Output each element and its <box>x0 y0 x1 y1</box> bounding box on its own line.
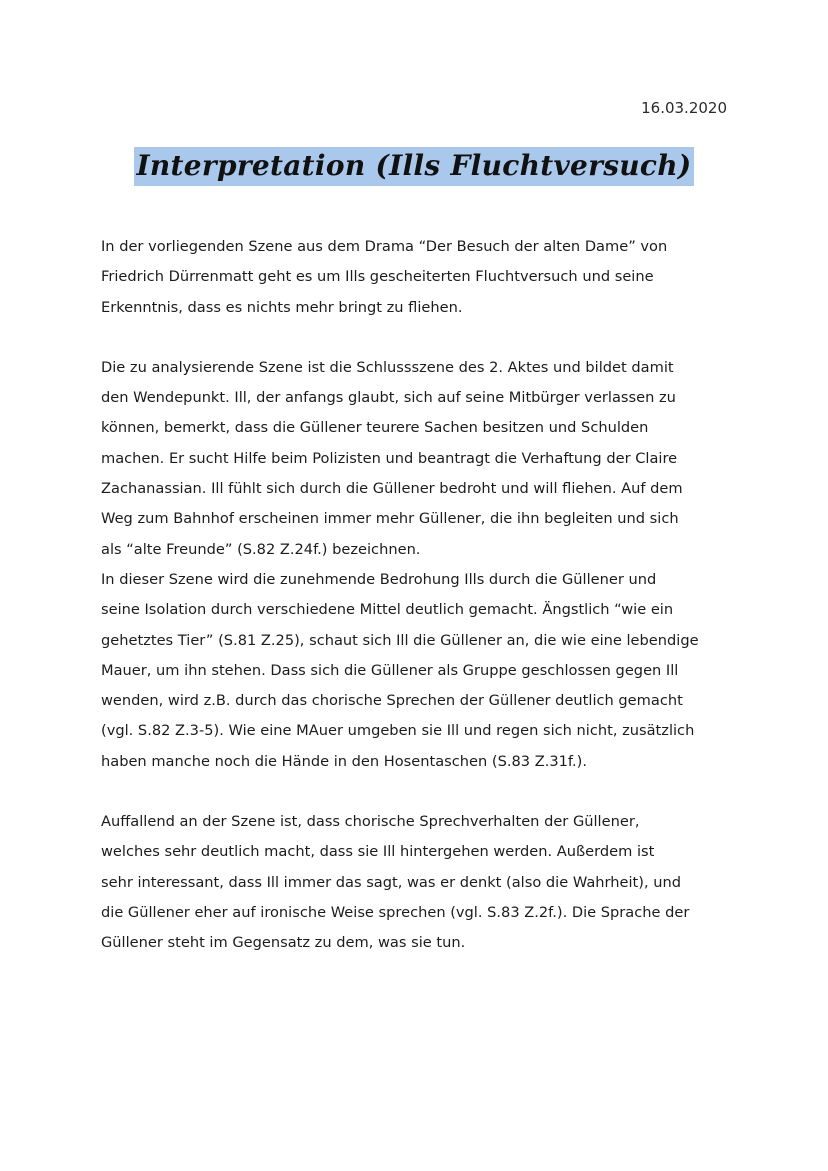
text-line: Auffallend an der Szene ist, dass chorische Sprechverhalten der Güllener, <box>101 813 640 831</box>
text-line: Weg zum Bahnhof erscheinen immer mehr Güllener, die ihn begleiten und sich <box>101 510 679 528</box>
document-title: Interpretation (Ills Fluchtversuch) <box>134 147 695 186</box>
text-line: Friedrich Dürrenmatt geht es um Ills gescheiterten Fluchtversuch und seine <box>101 268 654 286</box>
document-body <box>101 232 741 959</box>
text-line: seine Isolation durch verschiedene Mittel deutlich gemacht. Ängstlich “wie ein <box>101 601 674 619</box>
paragraph-spacer <box>101 777 741 807</box>
text-line: den Wendepunkt. Ill, der anfangs glaubt, sich auf seine Mitbürger verlassen zu <box>101 389 676 407</box>
paragraph-context <box>101 353 741 565</box>
title-container <box>0 147 828 186</box>
text-line: haben manche noch die Hände in den Hosentaschen (S.83 Z.31f.). <box>101 752 587 770</box>
text-line: machen. Er sucht Hilfe beim Polizisten und beantragt die Verhaftung der Claire <box>101 449 678 467</box>
paragraph-intro <box>101 232 741 323</box>
text-line: In dieser Szene wird die zunehmende Bedrohung Ills durch die Güllener und <box>101 570 657 588</box>
text-line: Die zu analysierende Szene ist die Schlussszene des 2. Aktes und bildet damit <box>101 358 674 376</box>
text-line: sehr interessant, dass Ill immer das sagt, was er denkt (also die Wahrheit), und <box>101 873 682 891</box>
text-line: die Güllener eher auf ironische Weise sprechen (vgl. S.83 Z.2f.). Die Sprache der <box>101 903 690 921</box>
text-line: Güllener steht im Gegensatz zu dem, was sie tun. <box>101 934 466 952</box>
text-line: Mauer, um ihn stehen. Dass sich die Güllener als Gruppe geschlossen gegen Ill <box>101 661 679 679</box>
text-line: Zachanassian. Ill fühlt sich durch die Güllener bedroht und will fliehen. Auf dem <box>101 480 683 498</box>
text-line: Erkenntnis, dass es nichts mehr bringt zu fliehen. <box>101 298 463 316</box>
text-line: können, bemerkt, dass die Güllener teurere Sachen besitzen und Schulden <box>101 419 649 437</box>
text-line: (vgl. S.82 Z.3-5). Wie eine MAuer umgeben sie Ill und regen sich nicht, zusätzlich <box>101 722 695 740</box>
paragraph-spacer <box>101 323 741 353</box>
text-line: als “alte Freunde” (S.82 Z.24f.) bezeichnen. <box>101 540 421 558</box>
text-line: welches sehr deutlich macht, dass sie Ill hintergehen werden. Außerdem ist <box>101 843 655 861</box>
paragraph-language <box>101 807 741 958</box>
text-line: In der vorliegenden Szene aus dem Drama “Der Besuch der alten Dame” von <box>101 238 668 255</box>
text-line: gehetztes Tier” (S.81 Z.25), schaut sich Ill die Güllener an, die wie eine lebendige <box>101 631 699 649</box>
text-line: wenden, wird z.B. durch das chorische Sprechen der Güllener deutlich gemacht <box>101 692 683 710</box>
paragraph-analysis <box>101 565 741 777</box>
document-date: 16.03.2020 <box>641 99 727 117</box>
